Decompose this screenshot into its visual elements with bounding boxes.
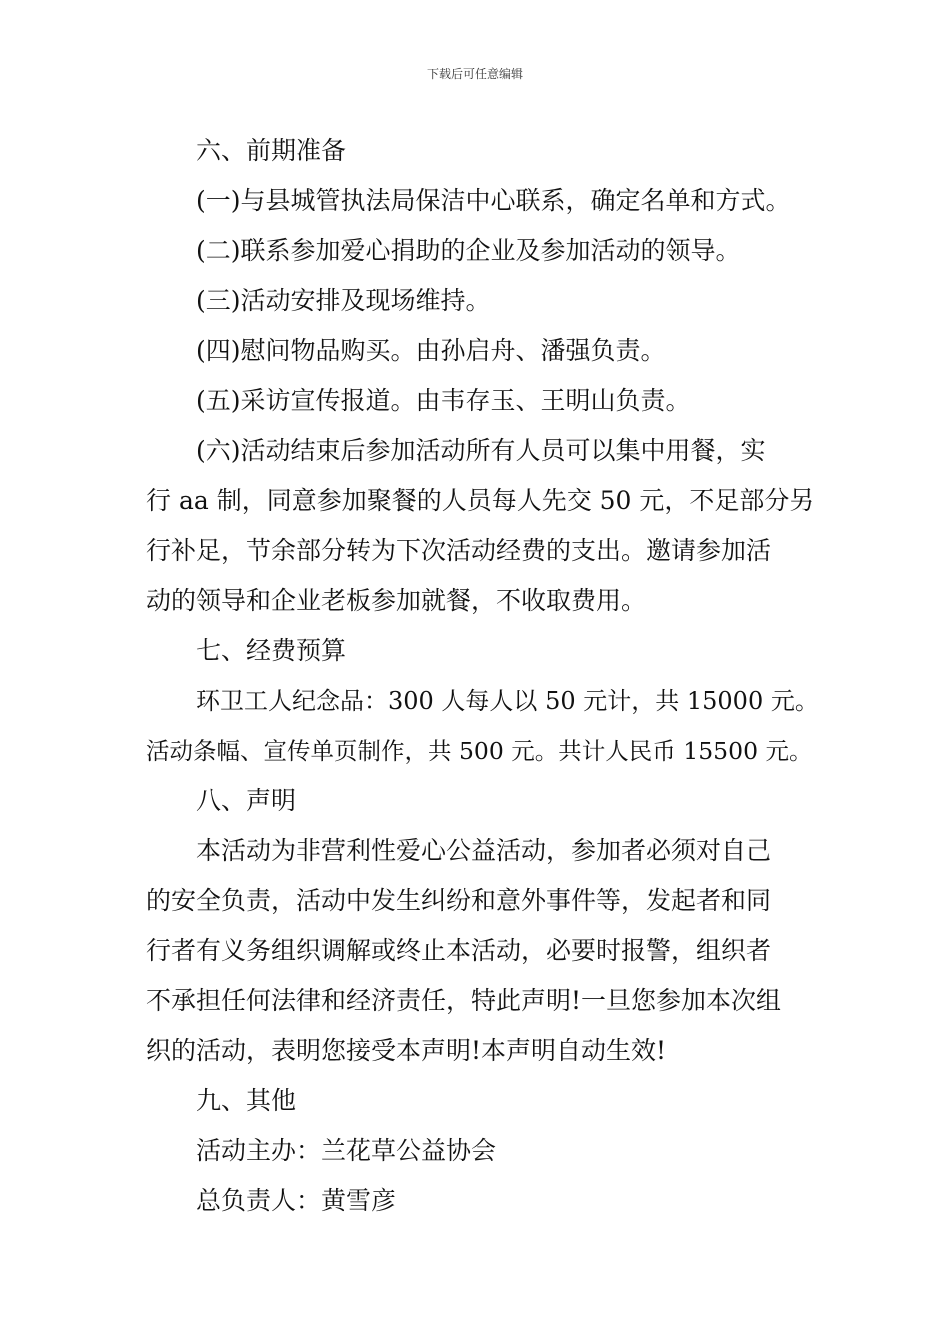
document-body <box>146 126 826 1226</box>
statement-line-3: 行者有义务组织调解或终止本活动，必要时报警，组织者 <box>146 936 772 965</box>
section-heading-statement: 八、声明 <box>196 786 297 815</box>
statement-line-2: 的安全负责，活动中发生纠纷和意外事件等，发起者和同 <box>146 886 772 915</box>
list-item-1: (一)与县城管执法局保洁中心联系，确定名单和方式。 <box>196 186 791 215</box>
section-heading-preparation: 六、前期准备 <box>196 136 347 165</box>
list-item-5: (五)采访宣传报道。由韦存玉、王明山负责。 <box>196 386 691 415</box>
section-heading-other: 九、其他 <box>196 1086 297 1115</box>
list-item-6-line-1: (六)活动结束后参加活动所有人员可以集中用餐，实 <box>196 436 766 465</box>
statement-line-4: 不承担任何法律和经济责任，特此声明!一旦您参加本次组 <box>146 986 782 1015</box>
list-item-6-line-3: 行补足，节余部分转为下次活动经费的支出。邀请参加活 <box>146 536 772 565</box>
organizer-line: 活动主办：兰花草公益协会 <box>196 1136 497 1165</box>
page-header-note: 下载后可任意编辑 <box>426 67 523 81</box>
leader-line: 总负责人：黄雪彦 <box>196 1186 397 1215</box>
list-item-3: (三)活动安排及现场维持。 <box>196 286 491 315</box>
statement-line-5: 织的活动，表明您接受本声明!本声明自动生效! <box>146 1036 667 1065</box>
budget-line-1: 环卫工人纪念品：300 人每人以 50 元计，共 15000 元。 <box>196 687 819 715</box>
section-heading-budget: 七、经费预算 <box>196 636 347 665</box>
statement-line-1: 本活动为非营利性爱心公益活动，参加者必须对自己 <box>196 836 772 865</box>
list-item-2: (二)联系参加爱心捐助的企业及参加活动的领导。 <box>196 236 741 265</box>
list-item-6-line-4: 动的领导和企业老板参加就餐，不收取费用。 <box>146 586 647 615</box>
budget-line-2: 活动条幅、宣传单页制作，共 500 元。共计人民币 15500 元。 <box>146 737 813 765</box>
list-item-6-line-2: 行 aa 制，同意参加聚餐的人员每人先交 50 元，不足部分另 <box>146 486 815 515</box>
list-item-4: (四)慰问物品购买。由孙启舟、潘强负责。 <box>196 336 666 365</box>
